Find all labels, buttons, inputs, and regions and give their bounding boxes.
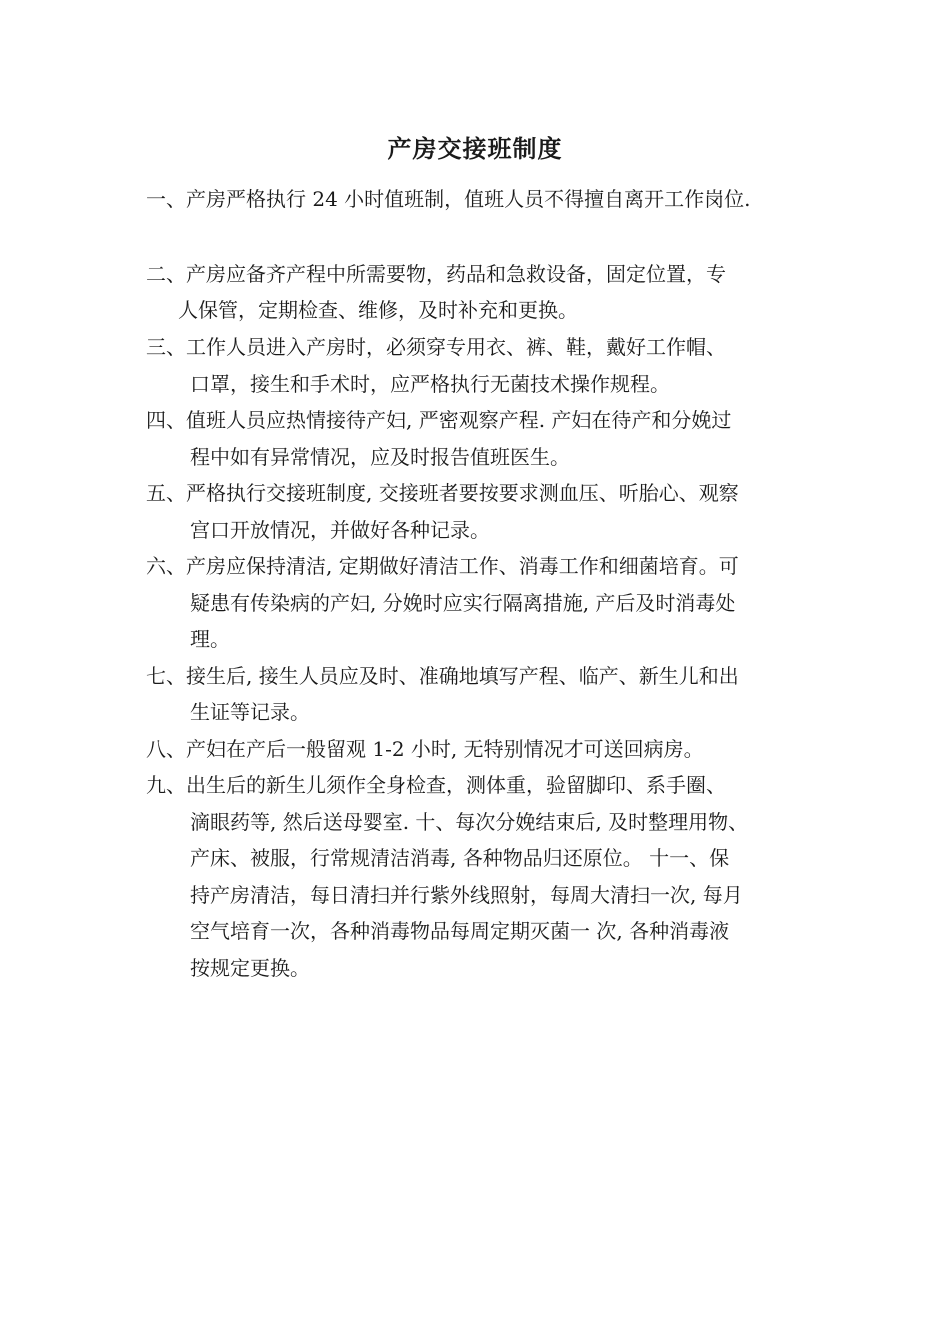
- rule-2-line-2: 人保管，定期检查、维修，及时补充和更换。: [178, 298, 578, 322]
- rule-9-line-6: 按规定更换。: [190, 956, 310, 980]
- rule-8-line-1: 八、产妇在产后一般留观 1-2 小时, 无特别情况才可送回病房。: [146, 737, 704, 761]
- rule-6-line-2: 疑患有传染病的产妇, 分娩时应实行隔离措施, 产后及时消毒处: [190, 591, 736, 615]
- rule-4-line-1: 四、值班人员应热情接待产妇, 严密观察产程. 产妇在待产和分娩过: [146, 408, 732, 432]
- rule-3-line-2: 口罩，接生和手术时，应严格执行无菌技术操作规程。: [190, 372, 670, 396]
- rule-3-line-1: 三、工作人员进入产房时，必须穿专用衣、裤、鞋，戴好工作帽、: [146, 335, 726, 359]
- rule-9-line-4: 持产房清洁，每日清扫并行紫外线照射，每周大清扫一次, 每月: [190, 883, 743, 907]
- rule-9-line-2: 滴眼药等, 然后送母婴室. 十、每次分娩结束后, 及时整理用物、: [190, 810, 749, 834]
- rule-1-line-1: 一、产房严格执行 24 小时值班制，值班人员不得擅自离开工作岗位.: [146, 187, 751, 211]
- rule-9-line-1: 九、出生后的新生儿须作全身检查，测体重，验留脚印、系手圈、: [146, 773, 726, 797]
- rule-5-line-2: 宫口开放情况，并做好各种记录。: [190, 518, 490, 542]
- rule-5-line-1: 五、严格执行交接班制度, 交接班者要按要求测血压、听胎心、观察: [146, 481, 739, 505]
- rule-2-line-1: 二、产房应备齐产程中所需要物，药品和急救设备，固定位置，专: [146, 262, 726, 286]
- rule-6-line-1: 六、产房应保持清洁, 定期做好清洁工作、消毒工作和细菌培育。可: [146, 554, 739, 578]
- rule-6-line-3: 理。: [190, 627, 230, 651]
- rule-7-line-1: 七、接生后, 接生人员应及时、准确地填写产程、临产、新生儿和出: [146, 664, 739, 688]
- rule-9-line-3: 产床、被服，行常规清洁消毒, 各种物品归还原位。 十一、保: [190, 846, 730, 870]
- document-title: 产房交接班制度: [387, 134, 563, 163]
- rule-7-line-2: 生证等记录。: [190, 700, 310, 724]
- rule-4-line-2: 程中如有异常情况，应及时报告值班医生。: [190, 445, 570, 469]
- rule-9-line-5: 空气培育一次，各种消毒物品每周定期灭菌一 次, 各种消毒液: [190, 919, 730, 943]
